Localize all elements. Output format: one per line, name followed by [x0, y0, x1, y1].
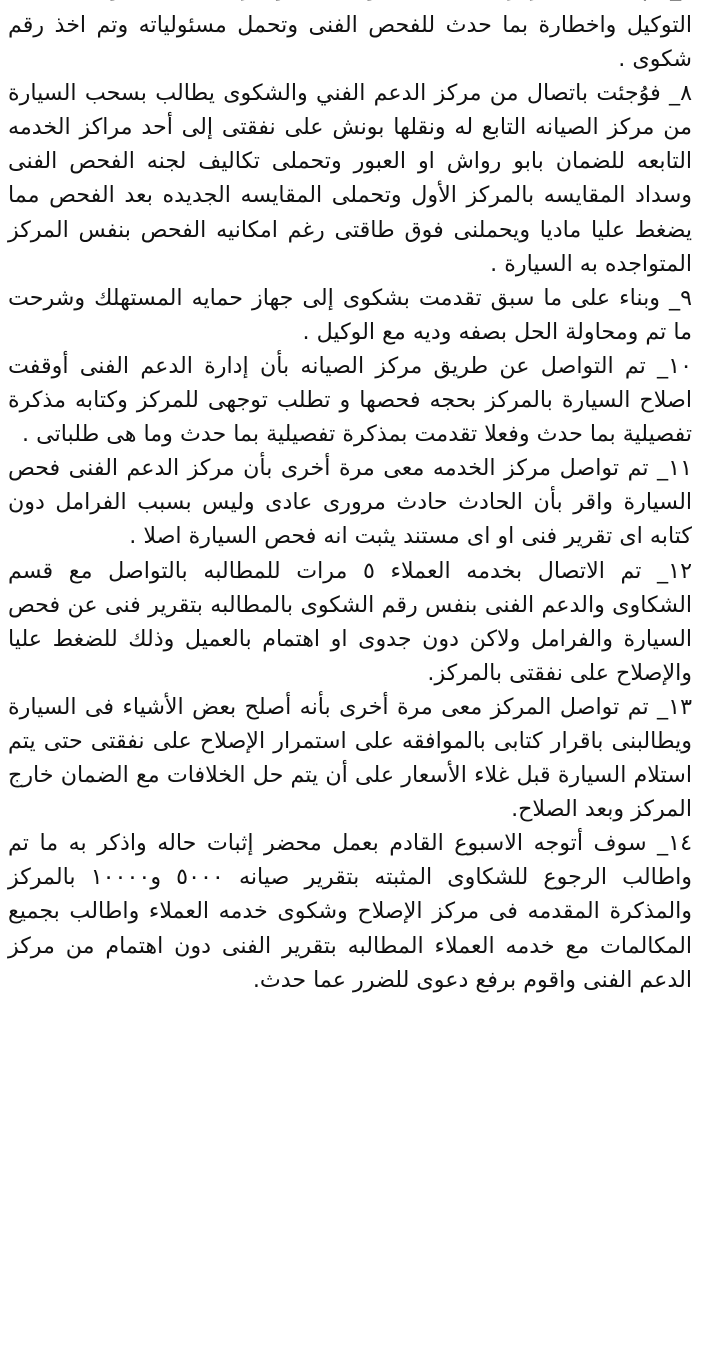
paragraph-7-continuation: التوكيل واخطارة بما حدث للفحص الفنى وتحمل مسئولياته وتم اخذ رقم شكوى . — [8, 12, 692, 73]
clipped-line-text — [84, 0, 693, 1]
paragraph-14: ١٤_ سوف أتوجه الاسبوع القادم بعمل محضر إثبات حاله واذكر به ما تم واطالب الرجوع للشكاوى المثبته بتقرير صيانه ٥٠٠٠ و١٠٠٠٠ بالمركز والمذكرة المقدمه فى مركز الإصلاح وشكوى خدمه العملاء واطالب بجميع المكالمات مع خدمه العملاء المطالبه بتقرير الفنى دون اهتمام من مركز الدعم الفنى واقوم برفع دعوى للضرر عما حدث. — [8, 830, 692, 993]
paragraph-10: ١٠_ تم التواصل عن طريق مركز الصيانه بأن إدارة الدعم الفنى أوقفت اصلاح السيارة بالمركز بحجه فحصها و تطلب توجهى للمركز وكتابه مذكرة تفصيلية بما حدث وفعلا تقدمت بمذكرة تفصيلية بما حدث وما هى طلباتى . — [8, 352, 692, 448]
paragraph-13: ١٣_ تم تواصل المركز معى مرة أخرى بأنه أصلح بعض الأشياء فى السيارة ويطالبنى باقرار كتابى بالموافقه على استمرار الإصلاح على نفقتى حتى يتم استلام السيارة قبل غلاء الأسعار على أن يتم حل الخلافات مع الضمان خارج المركز وبعد الصلاح. — [8, 693, 692, 823]
paragraph-8: ٨_ فوُجئت باتصال من مركز الدعم الفني والشكوى يطالب بسحب السيارة من مركز الصيانه التابع له ونقلها بونش على نفقتى إلى أحد مراكز الخدمه التابعه للضمان بابو رواش او العبور وتحملى تكاليف لجنه الفحص الفنى وسداد المقايسه بالمركز الأول وتحملى المقايسه الجديده بعد الفحص مما يضغط عليا ماديا ويحملنى فوق طاقتى رغم امكانيه الفحص بنفس المركز المتواجده به السيارة . — [8, 80, 692, 277]
paragraph-12: ١٢_ تم الاتصال بخدمه العملاء ٥ مرات للمطالبه بالتواصل مع قسم الشكاوى والدعم الفنى بنفس رقم الشكوى بالمطالبه بتقرير فنى عن فحص السيارة والفرامل ولاكن دون جدوى او اهتمام بالعميل وذلك للضغط عليا والإصلاح على نفقتى بالمركز. — [8, 557, 692, 686]
paragraph-11: ١١_ تم تواصل مركز الخدمه معى مرة أخرى بأن مركز الدعم الفنى فحص السيارة واقر بأن الحادث حادث مرورى عادى وليس بسبب الفرامل دون كتابه اى تقرير فنى او اى مستند يثبت انه فحص السيارة اصلا . — [8, 455, 692, 550]
paragraph-9: ٩_ وبناء على ما سبق تقدمت بشكوى إلى جهاز حمايه المستهلك وشرحت ما تم ومحاولة الحل بصفه وديه مع الوكيل . — [8, 284, 692, 345]
document-body — [8, 8, 692, 997]
